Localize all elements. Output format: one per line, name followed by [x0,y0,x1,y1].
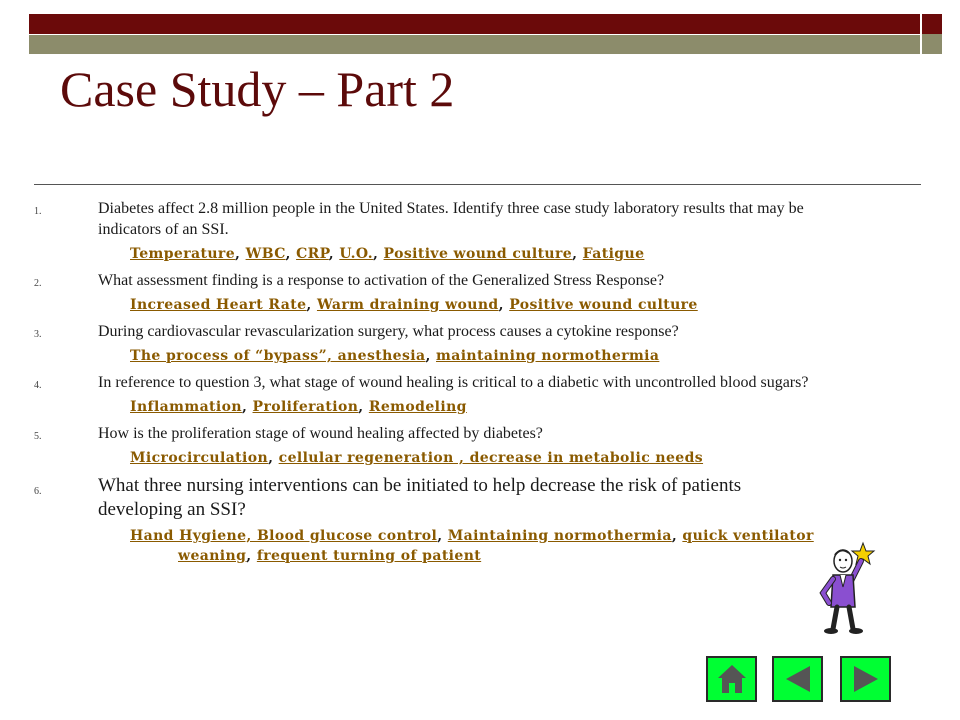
question-text: In reference to question 3, what stage of wound healing is critical to a diabetic with uncontrolled blood sugars? [98,374,809,391]
answer-link[interactable]: U.O. [339,246,373,262]
answer-line-3: The process of “bypass”, anesthesia, maintaining normothermia [130,348,660,364]
top-bar-red [29,14,940,34]
answer-link[interactable]: Maintaining normothermia [447,528,672,544]
next-slide-button[interactable] [840,656,891,702]
answer-link[interactable]: Hand Hygiene, Blood glucose control [130,528,438,544]
top-bar-olive [29,34,940,54]
answer-link[interactable]: The process of “bypass”, anesthesia [130,348,426,364]
question-item-6 [34,474,814,522]
question-item-3 [34,321,814,342]
answer-link[interactable]: cellular regeneration , decrease in metabolic needs [278,450,704,466]
answer-link[interactable]: Microcirculation [130,450,269,466]
slide-title: Case Study – Part 2 [60,61,455,117]
question-text: Diabetes affect 2.8 million people in the United States. Identify three case study laboratory results that may be indicators of an SSI. [98,200,804,238]
question-number: 3. [34,329,42,340]
triangle-left-icon [782,663,814,695]
answer-link[interactable]: Warm draining wound [316,297,499,313]
answer-link[interactable]: Increased Heart Rate [130,297,307,313]
question-number: 4. [34,380,42,391]
answer-link[interactable]: Proliferation [252,399,359,415]
question-list [34,198,814,572]
home-icon [716,663,748,695]
answer-link[interactable]: Remodeling [368,399,467,415]
question-item-2 [34,270,814,291]
question-number: 2. [34,278,42,289]
question-text: What assessment finding is a response to activation of the Generalized Stress Response? [98,272,665,289]
answer-link[interactable]: Positive wound culture [509,297,698,313]
home-button[interactable] [706,656,757,702]
answer-link[interactable]: weaning [178,548,247,564]
answer-link[interactable]: WBC [245,246,286,262]
question-number: 6. [34,486,42,497]
triangle-right-icon [850,663,882,695]
answer-link[interactable]: Fatigue [582,246,645,262]
answer-link[interactable]: Positive wound culture [383,246,573,262]
thinking-person-clipart-icon [813,541,883,637]
question-text: How is the proliferation stage of wound healing affected by diabetes? [98,425,543,442]
answer-line-4: Inflammation, Proliferation, Remodeling [130,399,467,415]
answer-link[interactable]: CRP [296,246,329,262]
top-decorative-bar [0,0,960,64]
question-item-1 [34,198,814,240]
answer-line-5: Microcirculation, cellular regeneration , decrease in metabolic needs [130,450,704,466]
answer-link[interactable]: Inflammation [130,399,242,415]
answer-line-2: Increased Heart Rate, Warm draining wound, Positive wound culture [130,297,698,313]
top-bar-corner-red [920,14,942,34]
title-divider [34,184,921,185]
question-item-5 [34,423,814,444]
top-bar-corner-olive [920,34,942,54]
answer-link[interactable]: maintaining normothermia [436,348,660,364]
question-item-4 [34,372,814,393]
answer-link[interactable]: frequent turning of patient [256,548,482,564]
answer-line-6: Hand Hygiene, Blood glucose control, Maintaining normothermia, quick ventilator weaning, frequent turning of patient [130,528,814,564]
question-number: 1. [34,206,42,217]
answer-link[interactable]: Temperature [130,246,236,262]
top-bar-divider [29,34,940,35]
previous-slide-button[interactable] [772,656,823,702]
question-text: What three nursing interventions can be initiated to help decrease the risk of patients developing an SSI? [98,475,742,520]
answer-link[interactable]: quick ventilator [682,528,814,544]
question-number: 5. [34,431,42,442]
answer-line-1: Temperature, WBC, CRP, U.O., Positive wound culture, Fatigue [130,246,645,262]
question-text: During cardiovascular revascularization surgery, what process causes a cytokine response? [98,323,679,340]
